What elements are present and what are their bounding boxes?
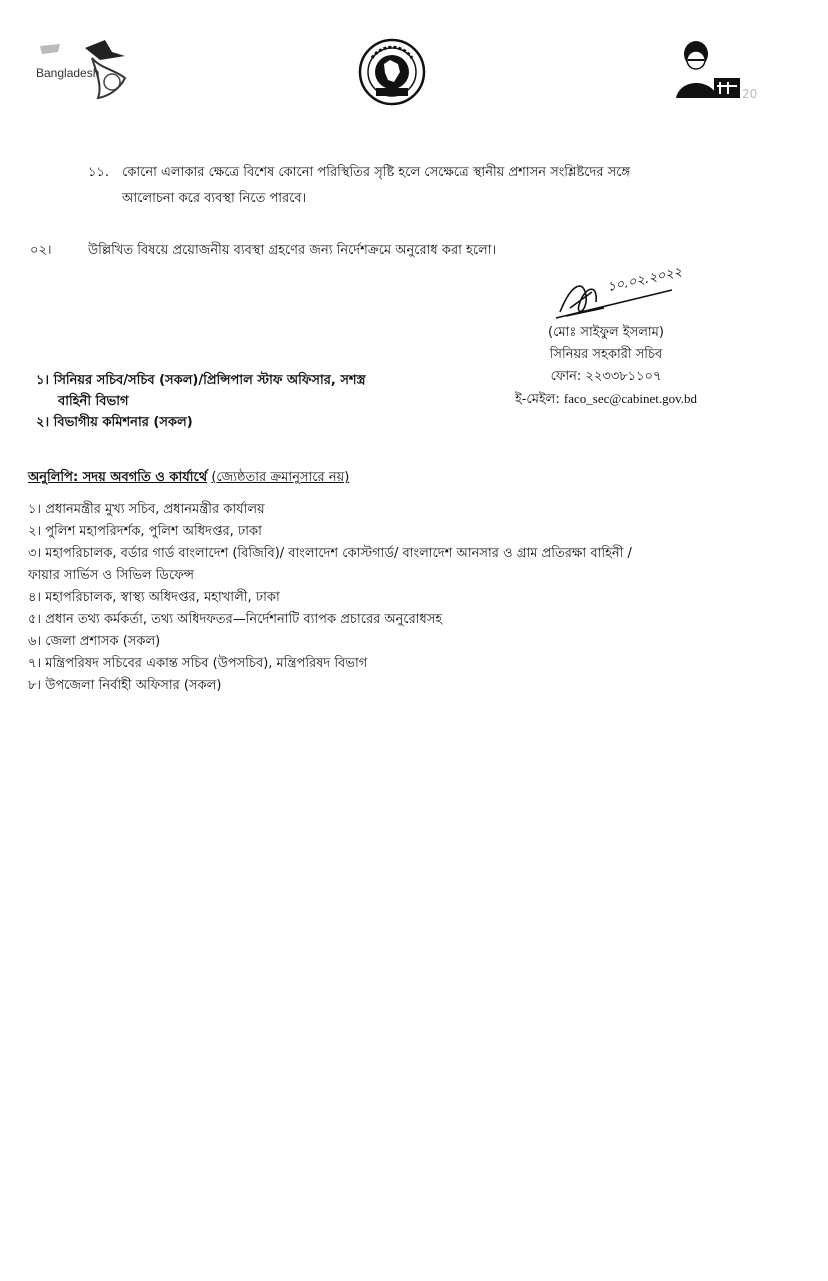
item-11-line2: আলোচনা করে ব্যবস্থা নিতে পারবে।	[122, 191, 307, 206]
government-seal	[358, 38, 426, 106]
list-item: ১। প্রধানমন্ত্রীর মুখ্য সচিব, প্রধানমন্ত্রীর কার্যালয়	[28, 502, 265, 517]
government-seal-icon	[358, 38, 426, 106]
recipients-list	[36, 370, 366, 433]
handwritten-signature	[552, 264, 692, 324]
cc-list	[28, 499, 808, 697]
item-11-number: ১১.	[88, 165, 110, 180]
svg-text:20: 20	[742, 87, 758, 101]
list-item: ৫। প্রধান তথ্য কর্মকর্তা, তথ্য অধিদফতর—নির্দেশনাটি ব্যাপক প্রচারের অনুরোধসহ	[28, 612, 443, 627]
mujib-year-logo	[668, 38, 760, 104]
para-02-number: ০২।	[30, 243, 52, 258]
signatory-phone: ফোন: ২২৩৩৮১১০৭	[550, 369, 662, 384]
bangladesh-logo	[30, 38, 150, 102]
signature-date: ১০.০২.২০২২	[606, 264, 684, 296]
list-item: ৭। মন্ত্রিপরিষদ সচিবের একান্ত সচিব (উপসচিব), মন্ত্রিপরিষদ বিভাগ	[28, 656, 368, 671]
list-item: ৩। মহাপরিচালক, বর্ডার গার্ড বাংলাদেশ (বিজিবি)/ বাংলাদেশ কোস্টগার্ড/ বাংলাদেশ আনসার ও গ্রাম প্রতিরক্ষা বাহিনী /	[28, 546, 632, 561]
para-02-text: উল্লিখিত বিষয়ে প্রয়োজনীয় ব্যবস্থা গ্রহণের জন্য নির্দেশক্রমে অনুরোধ করা হলো।	[88, 243, 497, 258]
signatory-name: (মোঃ সাইফুল ইসলাম)	[548, 325, 664, 340]
email-label: ই-মেইল:	[514, 392, 560, 407]
cc-heading	[28, 468, 349, 489]
list-item: ফায়ার সার্ভিস ও সিভিল ডিফেন্স	[28, 568, 194, 583]
signatory-designation: সিনিয়র সহকারী সচিব	[549, 347, 663, 362]
signature-block	[486, 322, 726, 411]
recipient-1-line1: ১। সিনিয়র সচিব/সচিব (সকল)/প্রিন্সিপাল স্টাফ অফিসার, সশস্ত্র	[36, 373, 366, 388]
cc-heading-note: (জ্যেষ্ঠতার ক্রমানুসারে নয়)	[211, 470, 350, 485]
bangladesh-logo-text: Bangladesh	[36, 66, 100, 80]
recipient-1-line2: বাহিনী বিভাগ	[58, 394, 129, 409]
list-item: ৬। জেলা প্রশাসক (সকল)	[28, 634, 161, 649]
list-item: ৮। উপজেলা নির্বাহী অফিসার (সকল)	[28, 678, 222, 693]
signatory-email-row	[486, 388, 726, 411]
item-11-line1: কোনো এলাকার ক্ষেত্রে বিশেষ কোনো পরিস্থিতির সৃষ্টি হলে সেক্ষেত্রে স্থানীয় প্রশাসন সংশ্লিষ্টদের সঙ্গে	[122, 165, 631, 180]
mujib-year-logo-icon	[668, 38, 760, 104]
email-value[interactable]: faco_sec@cabinet.gov.bd	[563, 391, 698, 406]
cc-heading-title: অনুলিপি: সদয় অবগতি ও কার্যার্থে	[28, 470, 208, 485]
list-item: ৪। মহাপরিচালক, স্বাস্থ্য অধিদপ্তর, মহাখালী, ঢাকা	[28, 590, 280, 605]
list-item: ২। পুলিশ মহাপরিদর্শক, পুলিশ অধিদপ্তর, ঢাকা	[28, 524, 262, 539]
recipient-2: ২। বিভাগীয় কমিশনার (সকল)	[36, 415, 193, 430]
